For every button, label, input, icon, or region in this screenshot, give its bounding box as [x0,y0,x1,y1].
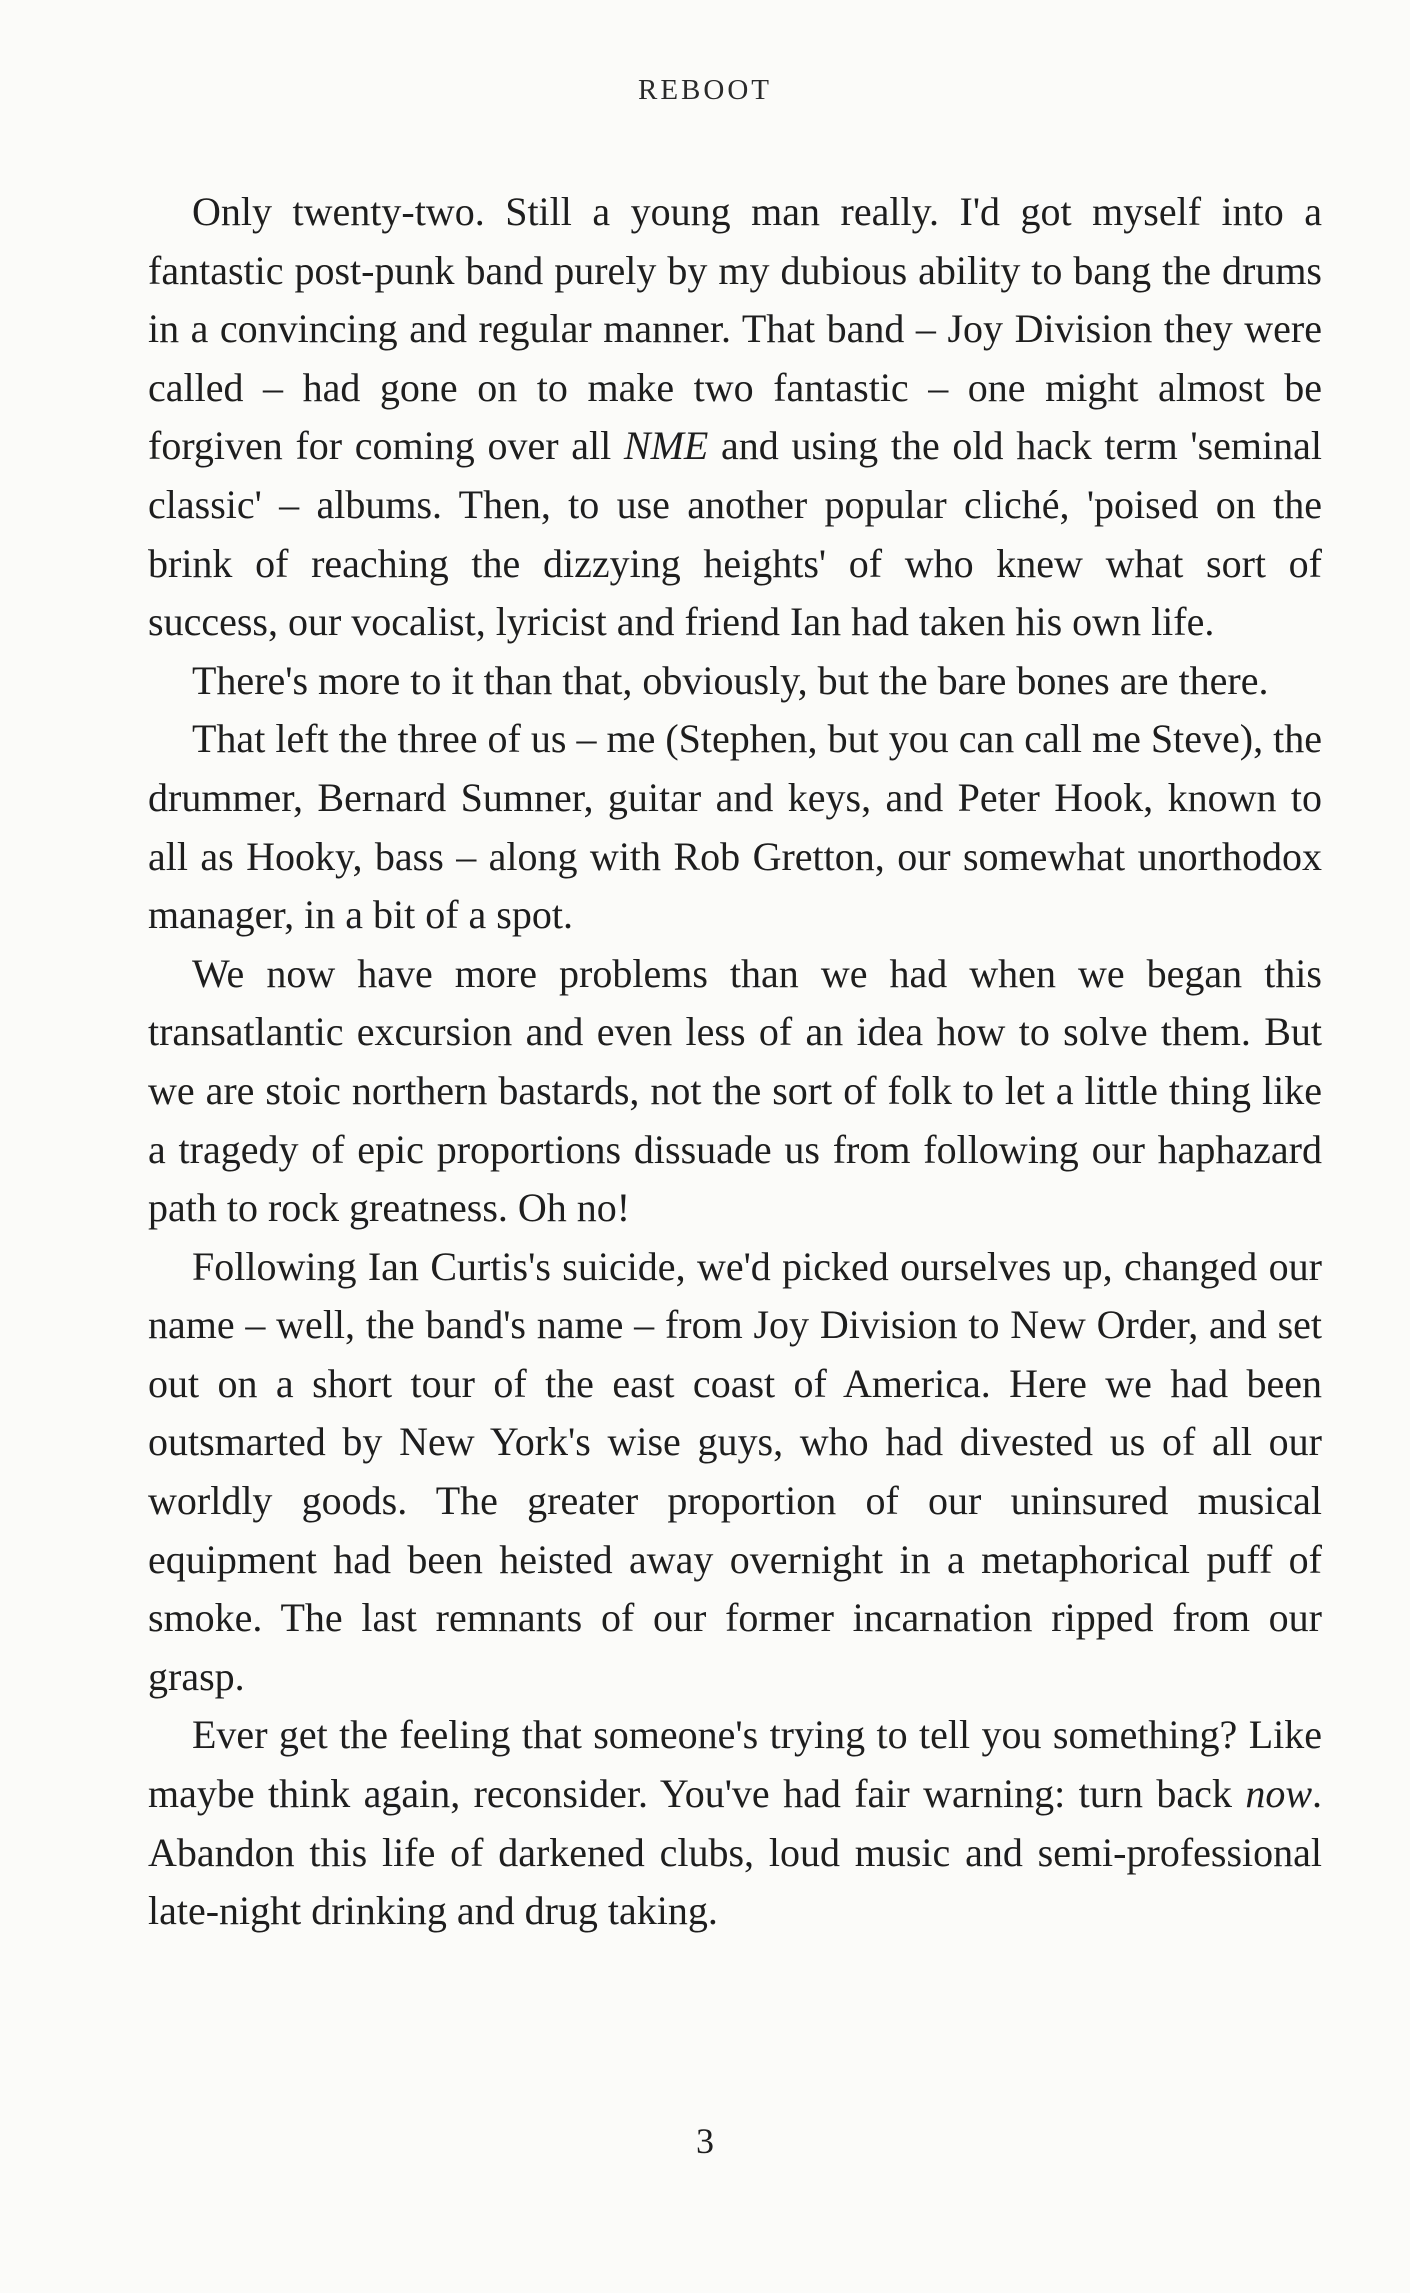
paragraph [148,183,1322,652]
running-head: REBOOT [638,74,772,106]
paragraph-text: and using the old hack term 'seminal classic' – albums. Then, to use another popular cliché, 'poised on the brink of reaching the dizzying heights' of who knew what sort of success, our vocalist, lyricist and friend Ian had taken his own life. [148,423,1322,645]
paragraph-text: There's more to it than that, obviously, but the bare bones are there. [192,657,1269,703]
paragraph [148,710,1322,944]
paragraph-text: Following Ian Curtis's suicide, we'd picked ourselves up, changed our name – well, the band's name – from Joy Division to New Order, and set out on a short tour of the east coast of America. Here we had been outsmarted by New York's wise guys, who had divested us of all our worldly goods. The greater proportion of our uninsured musical equipment had been heisted away overnight in a metaphorical puff of smoke. The last remnants of our former incarnation ripped from our grasp. [148,1243,1322,1699]
paragraph [148,945,1322,1238]
page-number: 3 [696,2121,714,2161]
paragraph-text: We now have more problems than we had when we began this transatlantic excursion and even less of an idea how to solve them. But we are stoic northern bastards, not the sort of folk to let a little thing like a tragedy of epic proportions dissuade us from following our haphazard path to rock greatness. Oh no! [148,950,1322,1231]
paragraph-text: Only twenty-two. Still a young man really. I'd got myself into a fantastic post-punk band purely by my dubious ability to bang the drums in a convincing and regular manner. That band – Joy Division they were called – had gone on to make two fantastic – one might almost be forgiven for coming over all [148,189,1322,469]
paragraph-text: Ever get the feeling that someone's trying to tell you something? Like maybe think again, reconsider. You've had fair warning: turn back [148,1712,1322,1817]
paragraph [148,1238,1322,1707]
paragraph [148,1706,1322,1940]
paragraph [148,652,1322,711]
paragraph-text: . Abandon this life of darkened clubs, loud music and semi-professional late-night drinking and drug taking. [148,1771,1322,1934]
paragraph-text: That left the three of us – me (Stephen, but you can call me Steve), the drummer, Bernard Sumner, guitar and keys, and Peter Hook, known to all as Hooky, bass – along with Rob Gretton, our somewhat unorthodox manager, in a bit of a spot. [148,716,1322,938]
body-text [148,183,1322,1941]
emphasis-text: now [1245,1771,1312,1817]
emphasis-text: NME [623,423,709,469]
